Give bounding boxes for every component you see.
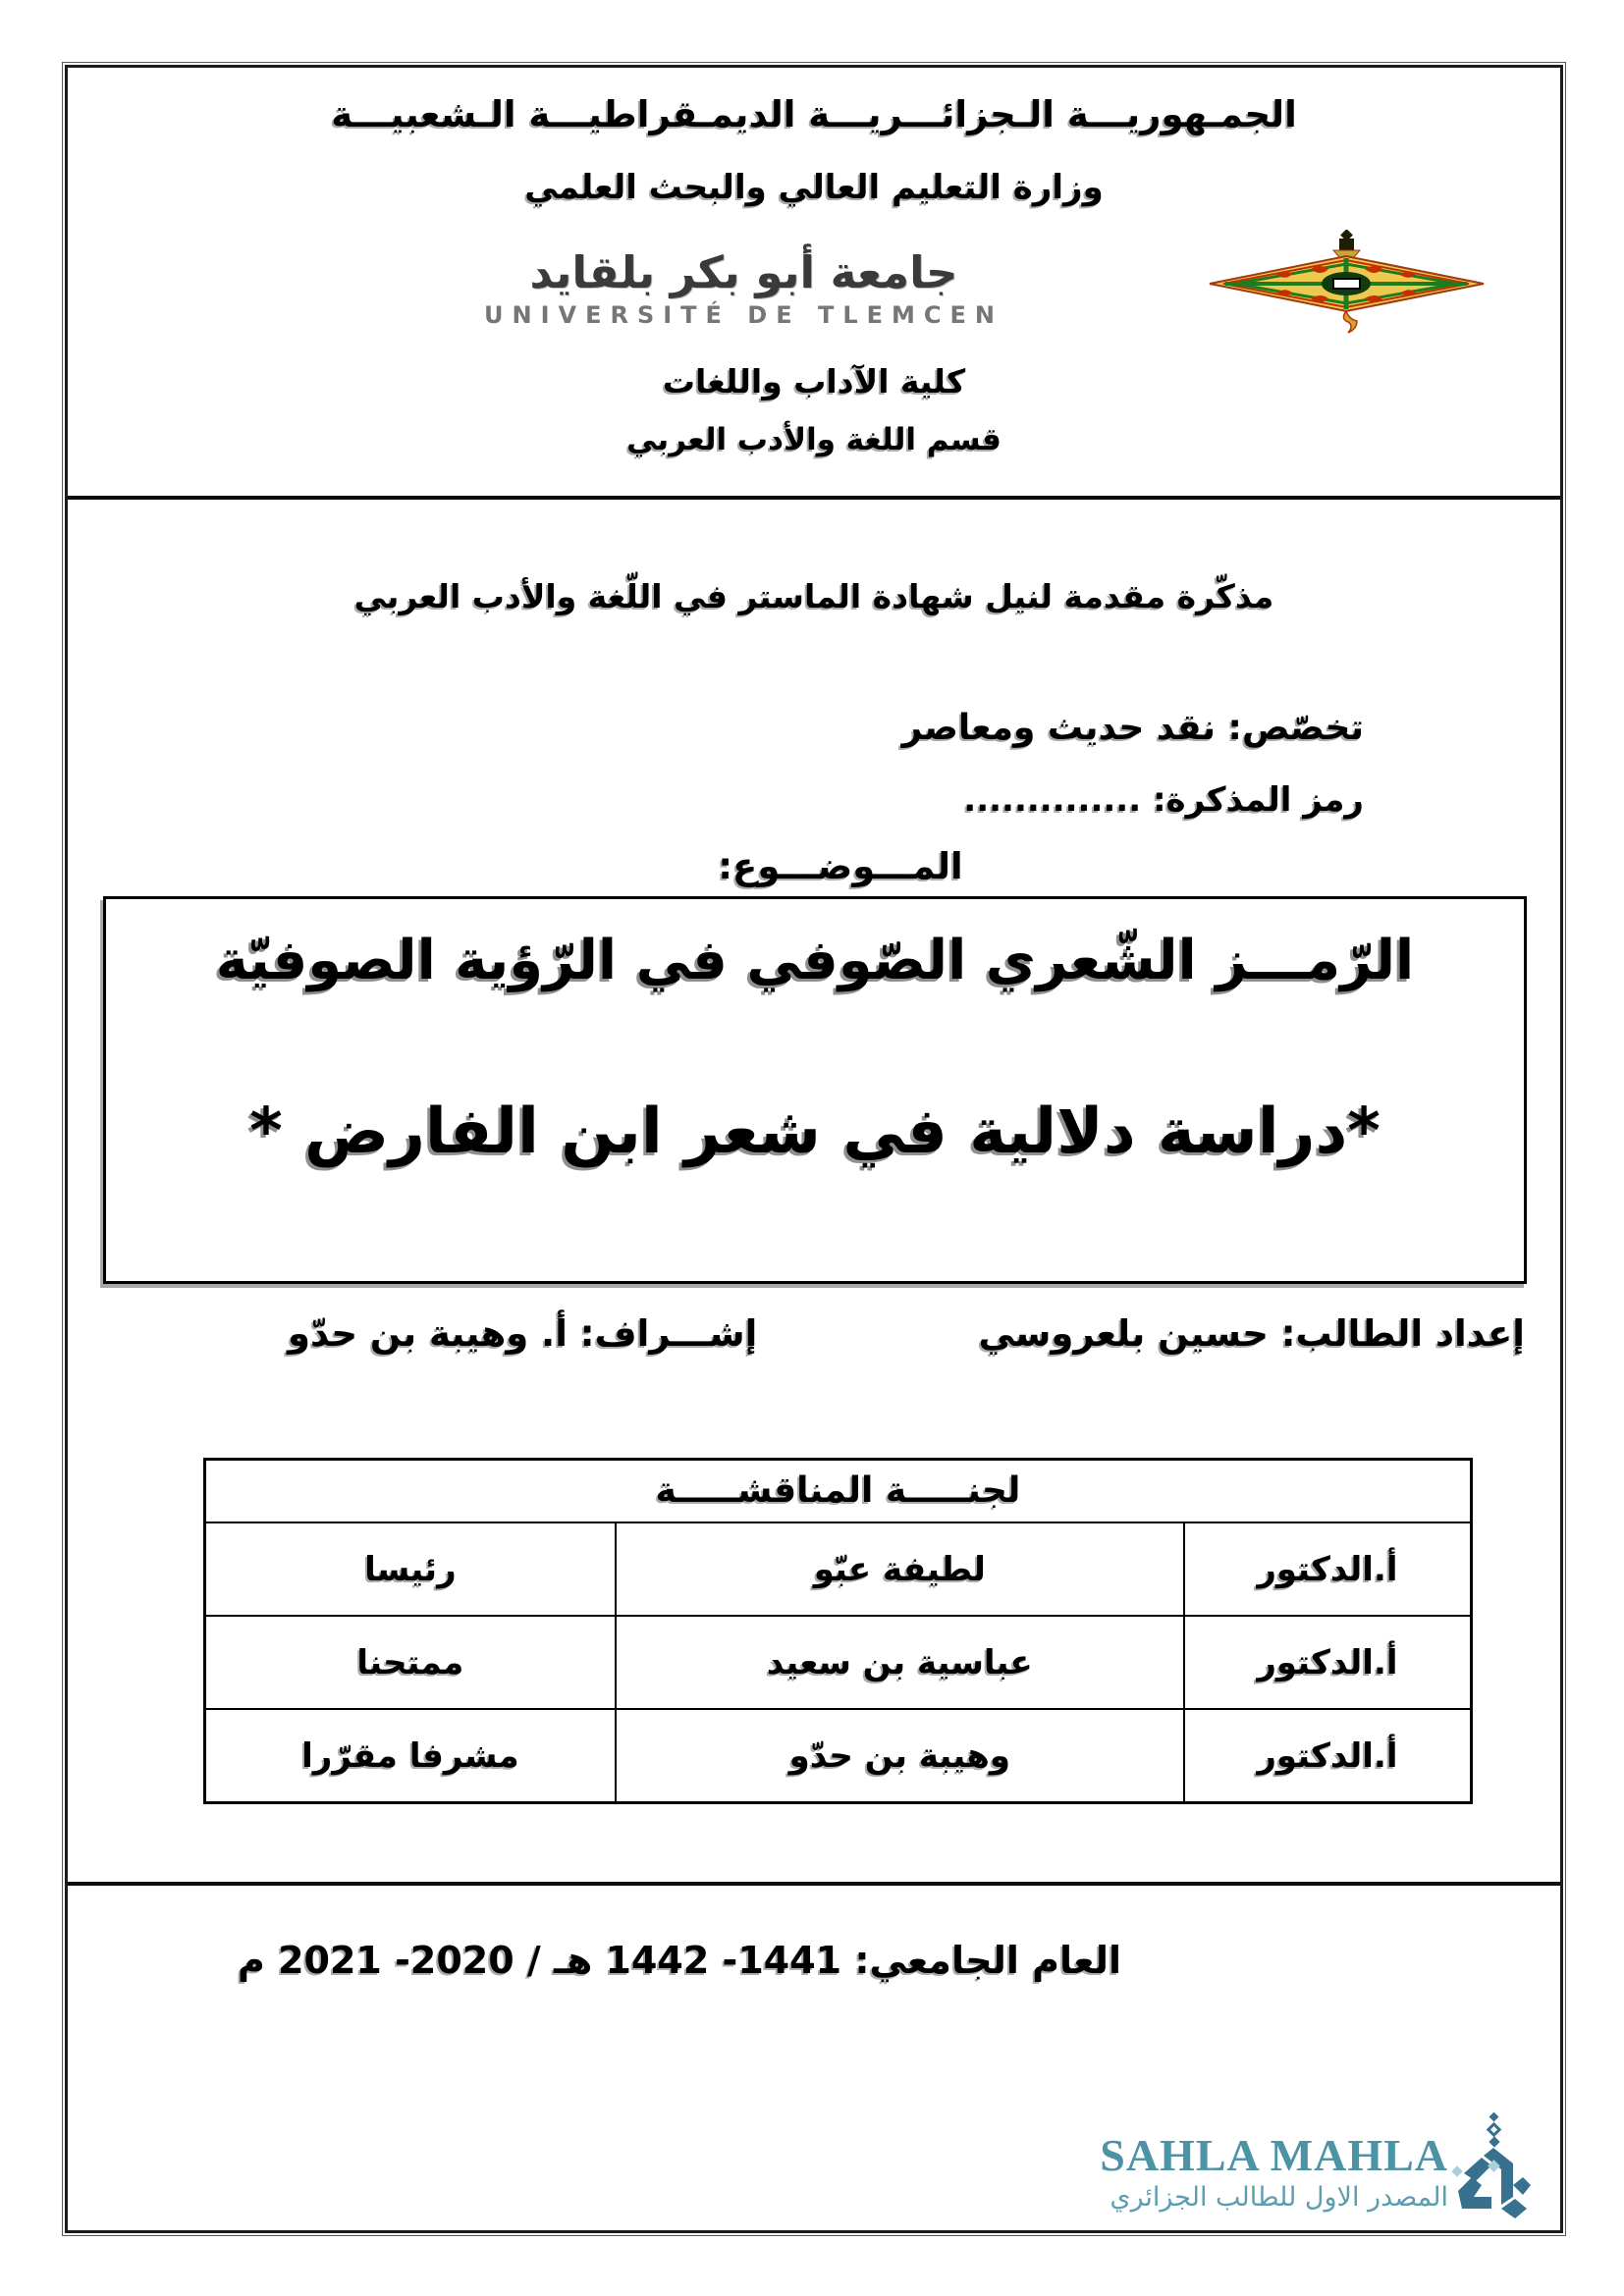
committee-grade: أ.الدكتور	[1183, 1710, 1470, 1801]
sahla-mahla-watermark	[1100, 2112, 1537, 2222]
committee-member-name: وهيبة بن حدّو	[615, 1710, 1183, 1801]
sahla-mahla-brand: SAHLA MAHLA	[1100, 2130, 1448, 2180]
academic-year-line: العام الجامعي: 1441- 1442 هـ / 2020- 2021 م	[238, 1939, 1121, 1982]
department-line: قسم اللغة والأدب العربي	[626, 422, 1001, 457]
committee-member-name: لطيفة عبّو	[615, 1523, 1183, 1615]
committee-role: رئيسا	[364, 1549, 457, 1589]
thesis-body-section	[68, 500, 1560, 1886]
committee-row	[206, 1523, 1470, 1617]
committee-row	[206, 1617, 1470, 1710]
university-crest-icon	[1208, 230, 1486, 340]
thesis-cover-page	[65, 65, 1563, 2233]
university-latin-name: UNIVERSITÉ DE TLEMCEN	[484, 301, 1003, 329]
thesis-title-line-2: *دراسة دلالية في شعر ابن الفارض *	[249, 1095, 1380, 1168]
supervision-label: إشـــراف: أ. وهيبة بن حدّو	[288, 1312, 758, 1355]
university-logo	[317, 246, 1170, 329]
footer-section	[68, 1886, 1560, 2230]
university-arabic-name: جامعة أبو بكر بلقايد	[529, 246, 958, 298]
prepared-by-label: إعداد الطالب: حسين بلعروسي	[978, 1312, 1525, 1355]
author-supervisor-row	[68, 1312, 1560, 1355]
committee-row	[206, 1710, 1470, 1801]
sahla-mahla-tagline: المصدر الاول للطالب الجزائري	[1110, 2182, 1448, 2213]
sahla-mahla-text	[1100, 2130, 1448, 2222]
republic-line: الجمـهوريـــة الـجزائـــريـــة الديمـقراطيـــة الـشعبيـــة	[331, 93, 1297, 135]
sahla-mahla-logo-icon	[1452, 2112, 1537, 2222]
ministry-line: وزارة التعليم العالي والبحث العلمي	[524, 168, 1104, 207]
committee-grade: أ.الدكتور	[1183, 1617, 1470, 1708]
committee-grade: أ.الدكتور	[1183, 1523, 1470, 1615]
committee-role: مشرفا مقرّرا	[301, 1735, 519, 1776]
subject-label: المـــوضـــوع:	[718, 845, 963, 887]
committee-table	[203, 1458, 1473, 1804]
specialization-line: تخصّص: نقد حديث ومعاصر	[901, 708, 1364, 748]
committee-role: ممتحنا	[356, 1642, 464, 1682]
faculty-line: كلية الآداب واللغات	[662, 362, 966, 400]
institution-header-section	[68, 68, 1560, 500]
thesis-statement: مذكّرة مقدمة لنيل شهادة الماستر في اللّغة والأدب العربي	[353, 577, 1274, 615]
committee-table-title: لجنـــــة المناقشـــــة	[206, 1461, 1470, 1523]
thesis-title-line-1: الرّمـــز الشّعري الصّوفي في الرّؤية الصوفيّة	[215, 929, 1415, 992]
committee-member-name: عباسية بن سعيد	[615, 1617, 1183, 1708]
thesis-title-box	[103, 896, 1527, 1284]
memo-code-line: رمز المذكرة: ..............	[963, 780, 1364, 820]
